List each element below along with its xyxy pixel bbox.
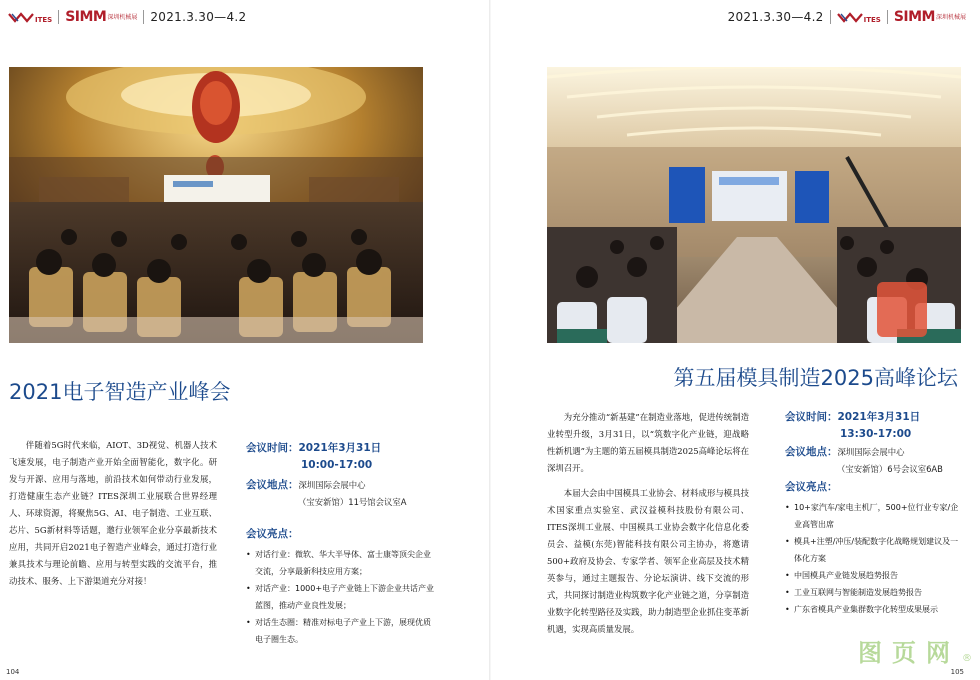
meeting-place-line2: （宝安新馆）6号会议室6AB (837, 464, 943, 474)
ites-logo-icon (8, 11, 34, 23)
simm-logo (65, 9, 137, 25)
event-date: 2021.3.30—4.2 (150, 10, 247, 24)
meeting-place (785, 444, 965, 461)
meeting-time-label: 会议时间： (246, 442, 299, 454)
site-watermark (858, 633, 972, 668)
ites-logo-text: ITES (863, 16, 881, 24)
meeting-time-date: 2021年3月31日 (837, 411, 921, 423)
highlight-item: • 中国模具产业链发展趋势报告 (785, 567, 965, 584)
left-header (8, 6, 246, 28)
header-divider (58, 10, 59, 24)
registered-mark: ® (962, 653, 972, 664)
header-divider (887, 10, 888, 24)
simm-logo-tag: 深圳机械展 (935, 13, 966, 21)
meeting-place-line2: （宝安新馆）11号馆会议室A (298, 497, 407, 507)
forum-hall-image (547, 67, 961, 343)
right-page-title: 第五届模具制造2025高峰论坛 (673, 366, 958, 390)
right-body-paragraph-1: 为充分推动“新基建”在制造业落地，促进传统制造业转型升级，3月31日，以“筑数字化产业链，迎战略性新机遇”为主题的第五届模具制造2025高峰论坛将在深圳召开。 (547, 412, 749, 473)
meeting-time-hours: 13:30-17:00 (840, 428, 912, 440)
left-meeting-info (246, 440, 436, 648)
meeting-time-label: 会议时间： (785, 411, 838, 423)
highlights-list (246, 546, 436, 648)
highlight-item: • 对话行业：微软、华大半导体、富士康等顶尖企业交流，分享最新科技应用方案； (246, 546, 436, 580)
highlights-list (785, 499, 965, 618)
meeting-time-date: 2021年3月31日 (298, 442, 382, 454)
highlight-item: • 工业互联网与智能制造发展趋势报告 (785, 584, 965, 601)
right-body-paragraph-2: 本届大会由中国模具工业协会、材料成形与模具技术国家重点实验室、武汉益模科技股份有限公司、ITES深圳工业展、中国模具工业协会数字化信息化委员会、益模(东莞)智能科技有限公司主协办，将邀请500+政府及协会、专家学者、领军企业高层及技术精英参与，通过主题报告、分论坛演讲、线下交流的形式，共同探讨制造业构筑数字化产业链之道，分享制造业数字化转型路径及实践，助力制造型企业抓住变革新机遇，实现高质量发展。 (547, 488, 749, 634)
left-page-title: 2021电子智造产业峰会 (9, 380, 231, 404)
conference-hall-image (9, 67, 423, 343)
meeting-place-line1: 深圳国际会展中心 (298, 480, 366, 490)
highlight-item: • 广东省模具产业集群数字化转型成果展示 (785, 601, 965, 618)
highlights-title: 会议亮点： (785, 481, 838, 493)
simm-logo-text: SIMM (893, 9, 935, 25)
meeting-place-label: 会议地点： (785, 446, 838, 458)
meeting-time-hours: 10:00-17:00 (301, 459, 373, 471)
meeting-time (785, 409, 965, 426)
left-body-paragraph: 伴随着5G时代来临，AIOT、3D视觉、机器人技术飞速发展，电子制造产业开始全面智能化，数字化。研发与开源、应用与落地，前沿技术如何带动行业发展，打造健康生态产业链？ITES深圳工业展联合世界经理人、环球资源，将聚焦5G、AI、电子制造、工业互联、芯片、5G新材料等话题，邀行业领军企业分享最新技术应用，共同开启2021电子智造产业峰会，通过打造行业兼具技术与理论前瞻、应用与转型实践的交流平台，推动技术、服务、上下游渠道充分对接！ (9, 440, 217, 586)
right-meeting-info (785, 409, 965, 618)
meeting-time (246, 440, 436, 457)
ites-logo (8, 10, 52, 24)
right-page-number: 105 (950, 668, 964, 676)
watermark-text: 图页网 (858, 639, 960, 667)
left-page-number: 104 (6, 668, 20, 676)
highlights-title: 会议亮点： (246, 528, 299, 540)
ites-logo-text: ITES (35, 16, 53, 24)
ites-logo (837, 10, 881, 24)
highlight-item: • 模具+注塑/冲压/装配数字化战略规划建议及一体化方案 (785, 533, 965, 567)
right-page (490, 0, 980, 680)
right-header (728, 6, 966, 28)
event-date: 2021.3.30—4.2 (727, 10, 824, 24)
forum-hall-photo (547, 67, 961, 343)
header-divider (143, 10, 144, 24)
meeting-place-line1: 深圳国际会展中心 (837, 447, 905, 457)
left-page-body (9, 437, 217, 590)
highlight-item: • 对话生态圈：精准对标电子产业上下游，展现优质电子圈生态。 (246, 614, 436, 648)
highlight-item: • 10+家汽车/家电主机厂，500+位行业专家/企业高管出席 (785, 499, 965, 533)
simm-logo-tag: 深圳机械展 (107, 13, 138, 21)
meeting-place (246, 477, 436, 494)
right-page-body (547, 409, 749, 638)
meeting-place-label: 会议地点： (246, 479, 299, 491)
simm-logo-text: SIMM (65, 9, 107, 25)
header-divider (830, 10, 831, 24)
summit-hall-photo (9, 67, 423, 343)
highlight-item: • 对话产业：1000+电子产业链上下游企业共话产业蓝图，推动产业良性发展； (246, 580, 436, 614)
ites-logo-icon (837, 11, 863, 23)
simm-logo (894, 9, 966, 25)
